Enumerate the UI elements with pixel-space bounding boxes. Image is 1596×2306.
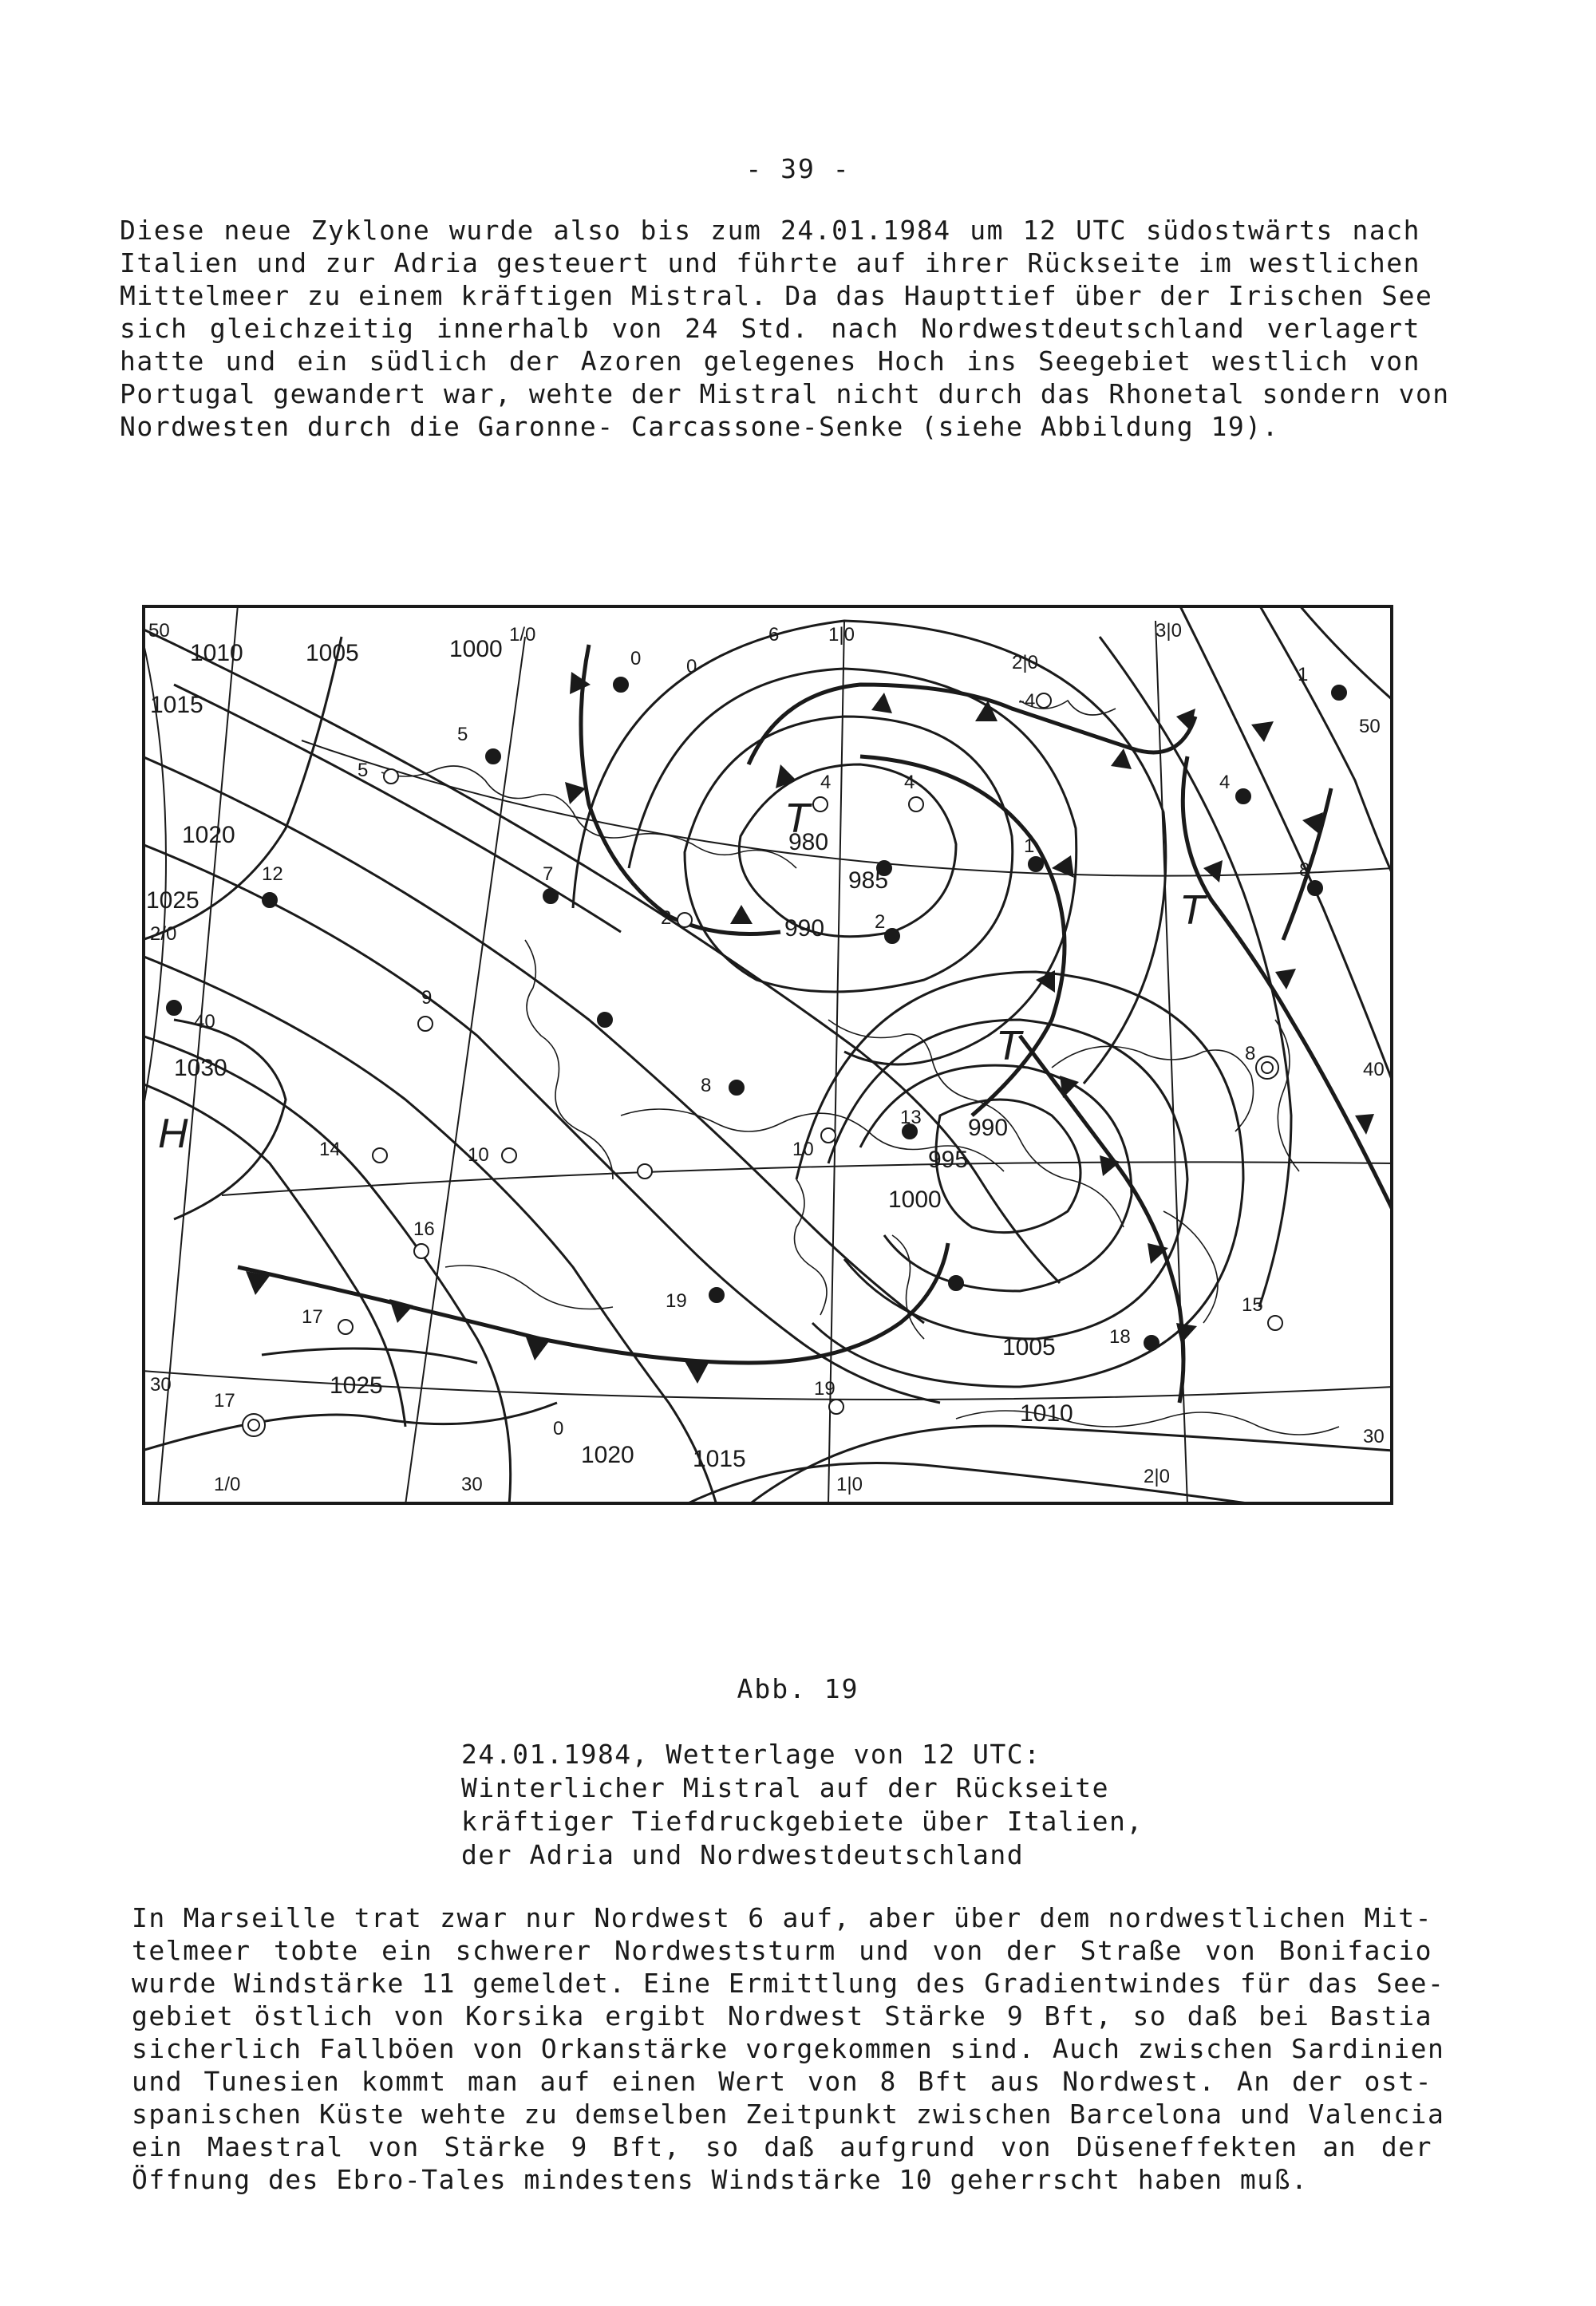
- station-label: 10: [792, 1139, 814, 1160]
- isobar-label: 1010: [190, 640, 243, 666]
- grid-label: 6: [768, 624, 780, 646]
- weather-map: [142, 605, 1393, 1505]
- grid-label: 30: [150, 1374, 172, 1396]
- grid-label: 1|0: [836, 1474, 863, 1495]
- isobar-label: 995: [928, 1147, 969, 1173]
- text-line: gebiet östlich von Korsika ergibt Nordwest Stärke 9 Bft, so daß bei Bastia: [132, 2000, 1432, 2032]
- high-pressure-label: H: [158, 1111, 188, 1157]
- isobar-label: 1025: [330, 1372, 383, 1399]
- isobar-label: 1000: [888, 1187, 942, 1213]
- grid-label: 30: [461, 1474, 483, 1495]
- grid-label: 3|0: [1156, 620, 1182, 642]
- station-label: 0: [630, 648, 642, 669]
- station-label: 17: [214, 1390, 235, 1412]
- low-pressure-label: T: [996, 1023, 1021, 1069]
- text-line: spanischen Küste wehte zu demselben Zeitpunkt zwischen Barcelona und Valencia: [132, 2099, 1445, 2130]
- station-label: 15: [1242, 1294, 1263, 1316]
- station-label: 4: [820, 772, 832, 793]
- grid-label: 30: [1363, 1426, 1385, 1447]
- text-line: und Tunesien kommt man auf einen Wert von 8 Bft aus Nordwest. An der ost-: [132, 2066, 1432, 2097]
- station-label: 17: [302, 1306, 323, 1328]
- station-label: 5: [457, 724, 468, 745]
- isobar-label: 980: [788, 829, 829, 855]
- station-label: 1: [1298, 664, 1309, 685]
- station-label: 8: [1299, 859, 1310, 881]
- text-line: hatte und ein südlich der Azoren gelegenes Hoch ins Seegebiet westlich von: [120, 346, 1420, 377]
- text-line: Diese neue Zyklone wurde also bis zum 24.01.1984 um 12 UTC südostwärts nach: [120, 215, 1420, 246]
- grid-label: 2/0: [150, 923, 177, 945]
- intro-paragraph: [120, 214, 1450, 443]
- grid-label: 40: [194, 1011, 215, 1033]
- grid-label: 1/0: [214, 1474, 241, 1495]
- figure-caption-body: [461, 1738, 1179, 1872]
- isobar-label: 1015: [693, 1446, 746, 1472]
- isobar-label: 1005: [1002, 1334, 1056, 1360]
- station-label: 2: [875, 911, 886, 933]
- figure-caption-title: Abb. 19: [737, 1673, 859, 1704]
- grid-label: 0: [686, 656, 697, 677]
- grid-label: 1|0: [828, 624, 855, 646]
- body-paragraph: [132, 1901, 1445, 2196]
- station-label: 18: [1109, 1326, 1131, 1348]
- text-line: Öffnung des Ebro-Tales mindestens Windstärke 10 geherrscht haben muß.: [132, 2164, 1309, 2195]
- station-label: 9: [421, 987, 433, 1009]
- grid-label: 2|0: [1144, 1466, 1170, 1487]
- station-label: 7: [543, 863, 554, 885]
- station-label: 12: [262, 863, 283, 885]
- station-label: 8: [1245, 1043, 1256, 1064]
- station-label: 4: [904, 772, 915, 793]
- isobar-label: 1020: [182, 822, 235, 848]
- text-line: In Marseille trat zwar nur Nordwest 6 auf, aber über dem nordwestlichen Mit-: [132, 1902, 1432, 1933]
- station-label: -4: [1018, 690, 1036, 712]
- station-label: 5: [358, 760, 369, 781]
- text-line: Nordwesten durch die Garonne- Carcassone-Senke (siehe Abbildung 19).: [120, 411, 1280, 442]
- isobar-label: 1010: [1020, 1400, 1073, 1427]
- grid-label: 40: [1363, 1059, 1385, 1080]
- caption-line: der Adria und Nordwestdeutschland: [461, 1839, 1025, 1870]
- station-label: 16: [413, 1218, 435, 1240]
- text-line: sicherlich Fallböen von Orkanstärke vorgekommen sind. Auch zwischen Sardinien: [132, 2033, 1445, 2064]
- station-label: 1: [1024, 835, 1035, 857]
- station-label: 14: [319, 1139, 341, 1160]
- text-line: wurde Windstärke 11 gemeldet. Eine Ermittlung des Gradientwindes für das See-: [132, 1968, 1445, 1999]
- grid-label: 0: [553, 1418, 564, 1439]
- caption-line: Winterlicher Mistral auf der Rückseite: [461, 1772, 1109, 1803]
- grid-label: 50: [148, 620, 170, 642]
- isobar-label: 1015: [150, 692, 203, 718]
- isobar-label: 985: [848, 867, 889, 894]
- isobar-label: 1000: [449, 636, 503, 662]
- station-label: 4: [1219, 772, 1231, 793]
- text-line: Portugal gewandert war, wehte der Mistral nicht durch das Rhonetal sondern von: [120, 378, 1450, 409]
- low-pressure-label: T: [1179, 887, 1205, 934]
- text-line: telmeer tobte ein schwerer Nordweststurm und von der Straße von Bonifacio: [132, 1935, 1432, 1966]
- station-label: 19: [814, 1378, 836, 1400]
- grid-label: 2|0: [1012, 652, 1038, 673]
- station-label: 13: [900, 1107, 922, 1128]
- station-label: 19: [666, 1290, 687, 1312]
- grid-label: 50: [1359, 716, 1381, 737]
- isobar-label: 1020: [581, 1442, 634, 1468]
- station-label: 2: [661, 907, 672, 929]
- map-frame: [144, 606, 1392, 1503]
- isobar-label: 990: [968, 1115, 1009, 1141]
- text-line: Mittelmeer zu einem kräftigen Mistral. Da das Haupttief über der Irischen See: [120, 280, 1433, 311]
- isobar-label: 1005: [306, 640, 359, 666]
- isobar-label: 990: [784, 915, 825, 942]
- text-line: ein Maestral von Stärke 9 Bft, so daß aufgrund von Düseneffekten an der: [132, 2131, 1432, 2162]
- weather-map-figure: [142, 605, 1393, 1505]
- isobar-label: 1030: [174, 1055, 227, 1081]
- station-label: 8: [701, 1075, 712, 1096]
- text-line: sich gleichzeitig innerhalb von 24 Std. nach Nordwestdeutschland verlagert: [120, 313, 1420, 344]
- caption-line: 24.01.1984, Wetterlage von 12 UTC:: [461, 1739, 1041, 1770]
- page-number: - 39 -: [745, 153, 851, 184]
- low-pressure-label: T: [784, 796, 810, 842]
- station-label: 10: [468, 1144, 489, 1166]
- caption-line: kräftiger Tiefdruckgebiete über Italien,: [461, 1806, 1144, 1837]
- text-line: Italien und zur Adria gesteuert und führte auf ihrer Rückseite im westlichen: [120, 247, 1420, 278]
- grid-label: 1/0: [509, 624, 536, 646]
- isobar-label: 1025: [146, 887, 200, 914]
